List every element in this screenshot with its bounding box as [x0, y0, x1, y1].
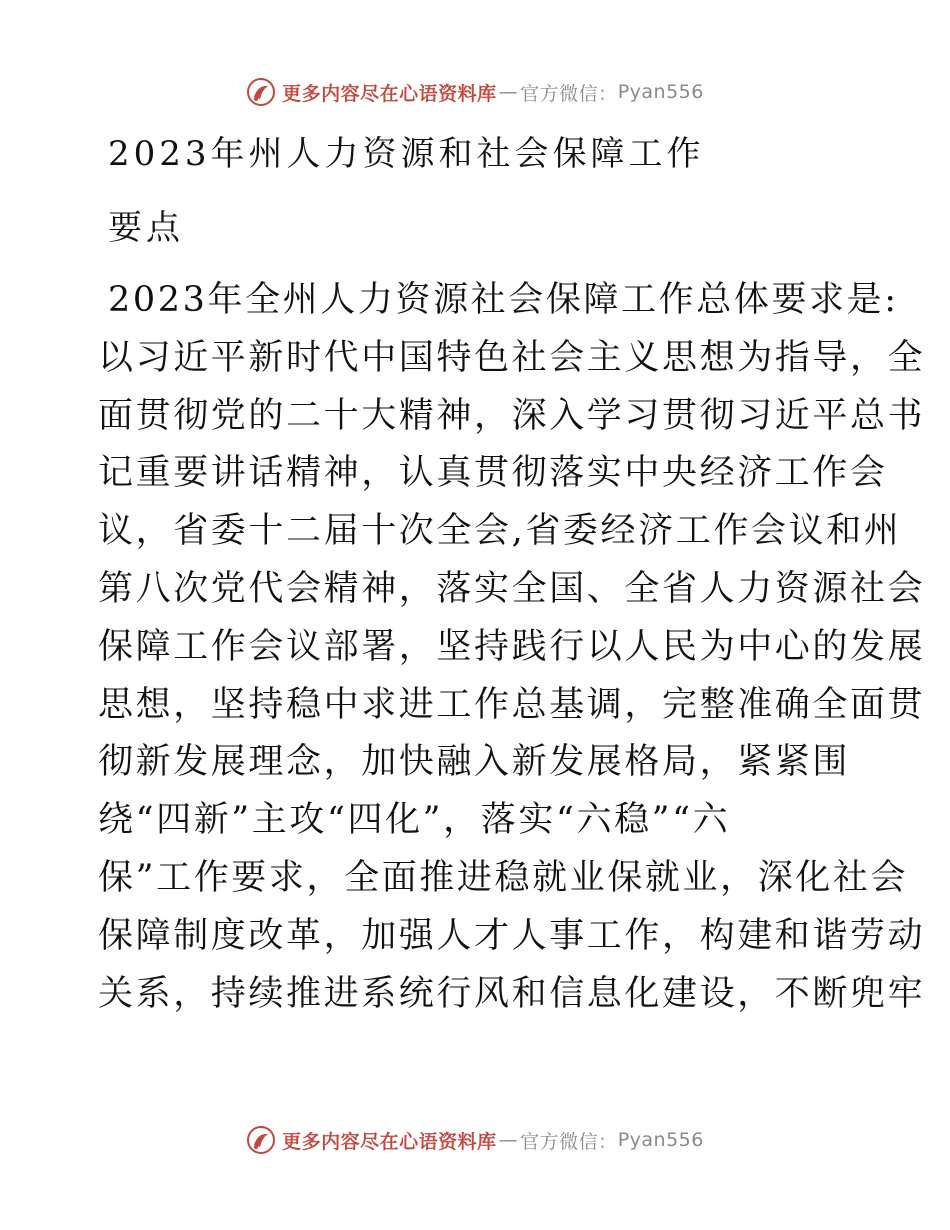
- body-line: 彻新发展理念，加快融入新发展格局，紧紧围: [98, 742, 851, 783]
- document-title-continued: 要点: [108, 208, 184, 248]
- watermark-wechat-label: 官方微信：: [520, 82, 618, 105]
- body-line: 保障制度改革，加强人才人事工作，构建和谐劳动: [98, 915, 926, 956]
- body-line: 议，省委十二届十次全会,省委经济工作会议和州: [98, 511, 902, 552]
- logo-icon: [246, 1125, 276, 1155]
- document-title: 2023年州人力资源和社会保障工作: [108, 134, 705, 174]
- body-line: 以习近平新时代中国特色社会主义思想为指导，全: [98, 337, 926, 378]
- document-body: [98, 272, 926, 1023]
- body-line: 保障工作会议部署，坚持践行以人民为中心的发展: [98, 626, 926, 667]
- body-line: 绕“四新”主攻“四化”，落实“六稳”“六: [98, 800, 731, 841]
- body-line: 保”工作要求，全面推进稳就业保就业，深化社会: [98, 857, 909, 898]
- logo-icon: [246, 77, 276, 107]
- body-line: 关系，持续推进系统行风和信息化建设，不断兜牢: [98, 973, 926, 1014]
- body-line: 思想，坚持稳中求进工作总基调，完整准确全面贯: [98, 684, 926, 725]
- watermark-wechat-id: Pyan556: [617, 1129, 704, 1151]
- watermark-site: 更多内容尽在心语资料库: [282, 1130, 497, 1153]
- body-line: 2023年全州人力资源社会保障工作总体要求是:: [108, 280, 899, 320]
- watermark-wechat-id: Pyan556: [617, 81, 704, 103]
- body-line: 第八次党代会精神，落实全国、全省人力资源社会: [98, 568, 926, 609]
- watermark-site: 更多内容尽在心语资料库: [282, 82, 497, 105]
- header-watermark: [0, 72, 950, 112]
- watermark-dash: —: [498, 81, 519, 103]
- body-line: 面贯彻党的二十大精神，深入学习贯彻习近平总书: [98, 395, 926, 436]
- footer-watermark: [0, 1120, 950, 1160]
- watermark-wechat-label: 官方微信：: [520, 1130, 618, 1153]
- body-line: 记重要讲话精神，认真贯彻落实中央经济工作会: [98, 453, 888, 494]
- watermark-dash: —: [498, 1129, 519, 1151]
